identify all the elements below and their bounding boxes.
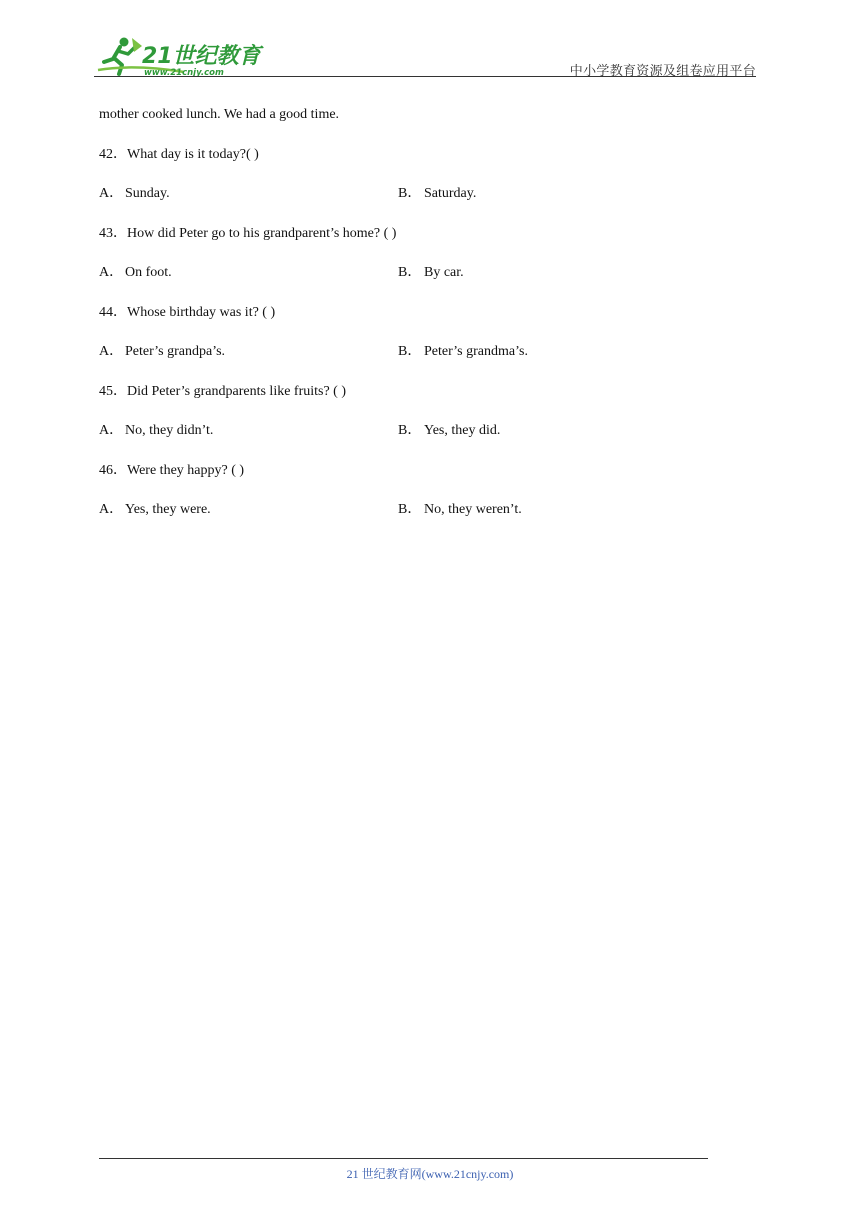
header-platform-name: 中小学教育资源及组卷应用平台 [569, 64, 756, 79]
option-a [99, 342, 225, 362]
option-label: A． [99, 423, 124, 438]
option-a [99, 263, 172, 283]
option-text: No, they didn’t. [125, 423, 214, 438]
logo-title: 21世纪教育 [142, 44, 261, 69]
option-text: Yes, they did. [424, 423, 501, 438]
option-text: No, they weren’t. [424, 502, 522, 517]
question-number: 43． [99, 225, 127, 241]
option-a [99, 184, 170, 204]
option-a [99, 500, 211, 520]
option-label: A． [99, 186, 124, 201]
question-number: 46． [99, 462, 127, 478]
logo-url: www.21cnjy.com [144, 68, 224, 78]
option-label: B． [398, 423, 422, 438]
option-text: By car. [424, 265, 464, 280]
question-45-options [99, 421, 719, 461]
option-b [398, 500, 522, 520]
option-b [398, 263, 464, 283]
question-46 [99, 461, 719, 501]
option-label: B． [398, 344, 422, 359]
question-42 [99, 145, 719, 185]
question-44 [99, 303, 719, 343]
option-b [398, 184, 476, 204]
question-43-options [99, 263, 719, 303]
option-label: A． [99, 502, 124, 517]
option-text: Sunday. [125, 186, 170, 201]
footer-site-link[interactable]: 21 世纪教育网(www.21cnjy.com) [346, 1167, 514, 1181]
option-b [398, 421, 500, 441]
question-45 [99, 382, 719, 422]
document-body [99, 105, 719, 540]
option-label: B． [398, 186, 422, 201]
option-label: A． [99, 344, 124, 359]
question-43 [99, 224, 719, 264]
option-text: Peter’s grandpa’s. [125, 344, 226, 359]
option-text: Yes, they were. [125, 502, 211, 517]
question-text: Whose birthday was it? ( ) [127, 304, 276, 320]
question-text: Were they happy? ( ) [127, 462, 245, 478]
page-header [94, 30, 756, 80]
option-text: Peter’s grandma’s. [424, 344, 528, 359]
question-number: 44． [99, 304, 127, 320]
footer-divider [99, 1158, 708, 1159]
question-text: What day is it today?( ) [127, 146, 259, 162]
option-label: B． [398, 265, 422, 280]
question-number: 42． [99, 146, 127, 162]
option-b [398, 342, 528, 362]
question-46-options [99, 500, 719, 540]
question-42-options [99, 184, 719, 224]
option-label: B． [398, 502, 422, 517]
option-label: A． [99, 265, 124, 280]
option-text: On foot. [125, 265, 172, 280]
site-logo [94, 34, 264, 78]
option-a [99, 421, 213, 441]
passage-tail: mother cooked lunch. We had a good time. [99, 107, 340, 122]
question-text: Did Peter’s grandparents like fruits? ( ) [127, 383, 347, 399]
question-44-options [99, 342, 719, 382]
question-text: How did Peter go to his grandparent’s home? ( ) [127, 225, 397, 241]
header-divider [94, 76, 756, 77]
option-text: Saturday. [424, 186, 477, 201]
question-number: 45． [99, 383, 127, 399]
